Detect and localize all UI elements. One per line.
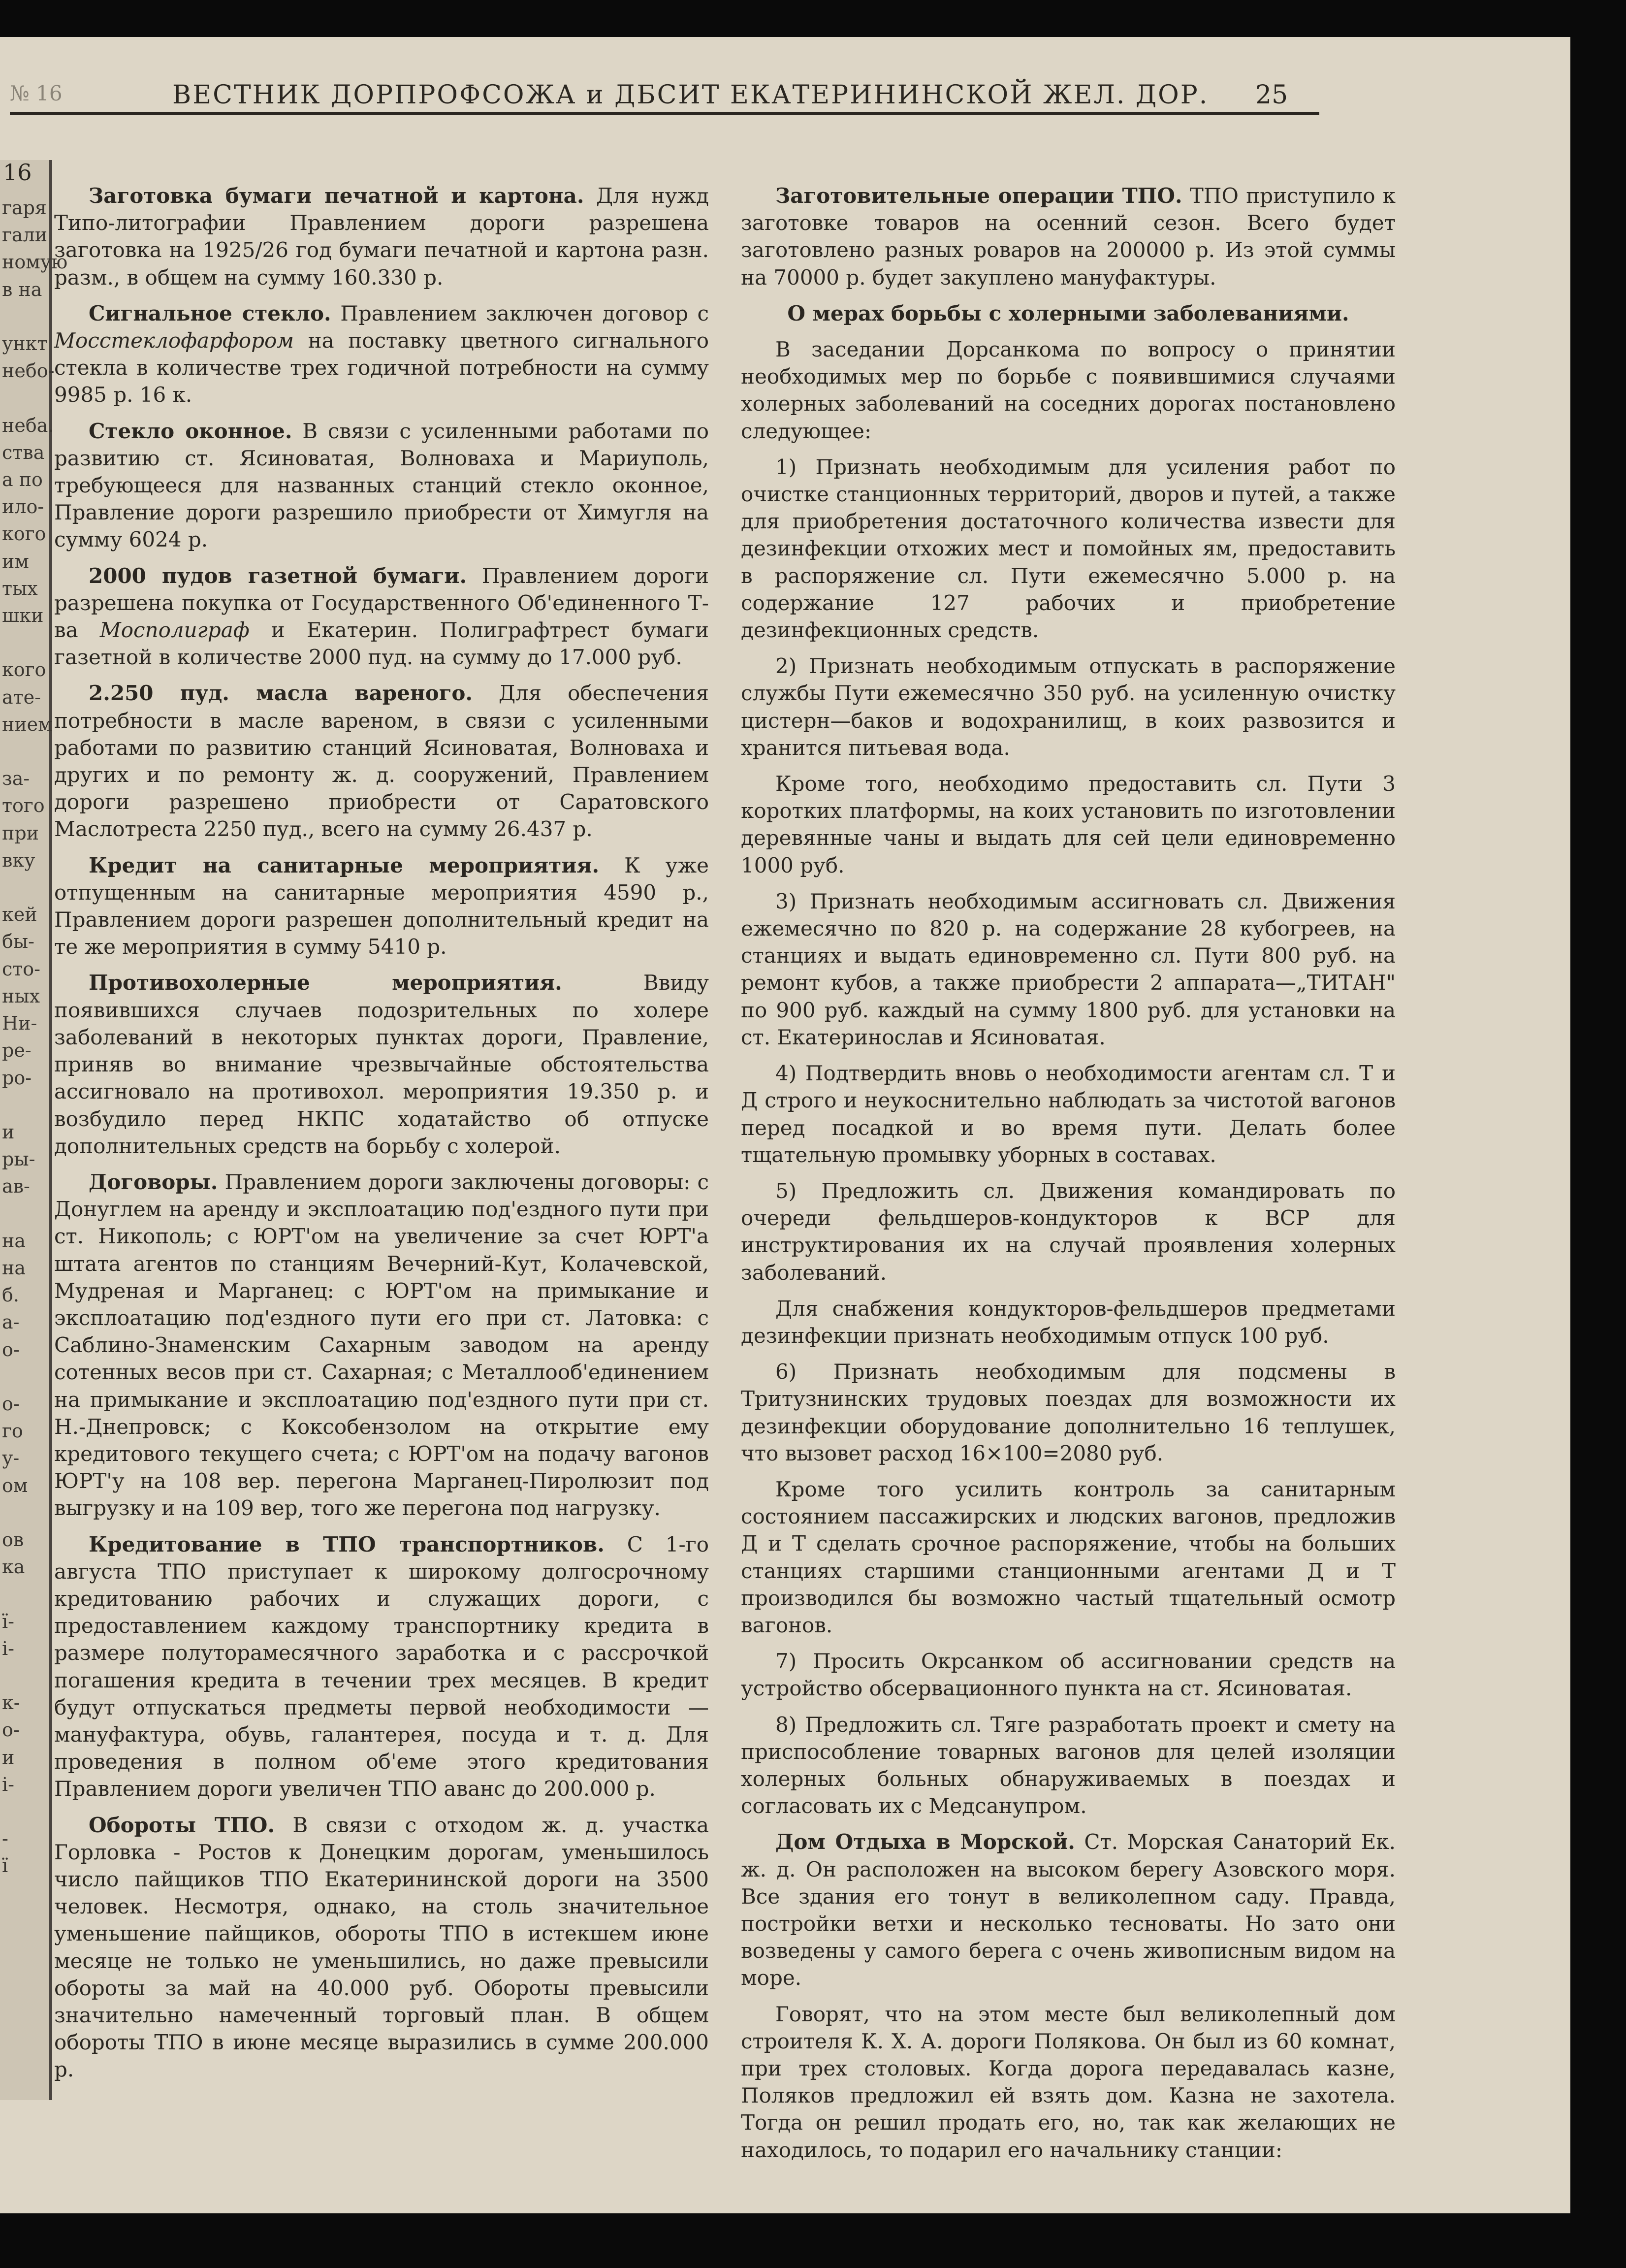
- adjacent-fragment: тых: [2, 577, 38, 599]
- left-column: [54, 182, 709, 2092]
- paragraph-heading: Договоры.: [89, 1169, 218, 1194]
- adjacent-fragment: того: [2, 795, 45, 817]
- paragraph-text: С 1-го августа ТПО приступает к широкому долгосрочному кредитованию рабочих и служащих дороги, с предоставлением каждому транспортнику кредита в размере полуторамесячного заработка и с рассрочкой погашения кредита в течении трех месяцев. В кредит будут отпускаться предметы первой необходимости — мануфактура, обувь, галантерея, посуда и т. д. Для проведения в полном об'еме этого кредитования Правлением дороги увеличен ТПО аванс до 200.000 р.: [54, 1532, 709, 1801]
- adjacent-fragment: ило-: [2, 496, 44, 518]
- paragraph: [54, 1812, 709, 2083]
- paragraph: [741, 770, 1396, 879]
- adjacent-fragment: а по: [2, 469, 43, 491]
- adjacent-fragment: гаря: [2, 197, 47, 219]
- paragraph-text: на поставку цветного сигнального стекла в количестве трех годичной потребности на сумму 9985 р. 16 к.: [54, 328, 709, 407]
- paragraph-text: Говорят, что на этом месте был великолепный дом строителя К. Х. А. дороги Полякова. Он был из 60 комнат, при трех столовых. Когда дорога передавалась казне, Поляков предложил ей взять дом. Казна не захотела. Тогда он решил продать его, но, так как желающих не находилось, то подарил его начальнику станции:: [741, 2002, 1396, 2162]
- adjacent-fragment: Ни-: [2, 1012, 37, 1035]
- paragraph-text: ТПО приступило к заготовке товаров на осенний сезон. Всего будет заготовлено разных роваров на 200000 р. Из этой суммы на 70000 р. будет закуплено мануфактуры.: [741, 184, 1396, 290]
- adjacent-fragment: ї-: [2, 1610, 14, 1632]
- adjacent-fragment: в на: [2, 278, 42, 300]
- adjacent-fragment: о-: [2, 1393, 20, 1415]
- paragraph: [54, 562, 709, 671]
- paragraph-text: Правлением дороги разрешена покупка от Государственного Об'единенного Т-ва: [54, 563, 709, 643]
- paragraph: [54, 969, 709, 1159]
- paragraph: [54, 418, 709, 553]
- adjacent-fragment: ате-: [2, 686, 41, 708]
- adjacent-fragment: ункт: [2, 333, 48, 355]
- paragraph-heading: Заготовительные операции ТПО.: [775, 184, 1182, 208]
- adjacent-fragment: ре-: [2, 1039, 32, 1062]
- paragraph-heading: Кредитование в ТПО транспортников.: [89, 1532, 605, 1556]
- paragraph-text: В связи с усиленными работами по развитию ст. Ясиноватая, Волноваха и Мариуполь, требующееся для названных станций стекло оконное, Правление дороги разрешило приобрести от Химугля на сумму 6024 р.: [54, 419, 709, 552]
- page-number: 25: [1255, 80, 1288, 110]
- paragraph-text: Правлением дороги заключены договоры: с Донуглем на аренду и эксплоатацию под'ездного пути при ст. Никополь; с ЮРТ'ом на увеличение за счет ЮРТ'а штата агентов по станциям Вечерний-Кут, Колачевской, Мудреная и Марганец: с ЮРТ'ом на примыкание и эксплоатацию под'ездного пути его при ст. Латовка: с Саблино-Знаменским Сахарным заводом на аренду сотенных весов при ст. Сахарная; с Металлооб'единением на примыкание и эксплоатацию под'ездного пути при ст. Н.-Днепровск; с Коксобензолом на открытие ему кредитового текущего счета; с ЮРТ'ом на подачу вагонов ЮРТ'у на 108 вер. перегона Марганец-Пиролюзит под выгрузку и на 109 вер, того же перегона под нагрузку.: [54, 1169, 709, 1521]
- paragraph-text: Для нужд Типо-литографии Правлением дороги разрешена заготовка на 1925/26 год бумаги печатной и картона разн. разм., в общем на сумму 160.330 р.: [54, 184, 709, 290]
- adjacent-fragment: ных: [2, 985, 40, 1007]
- paragraph-text: 5) Предложить сл. Движения командировать по очереди фельдшеров-кондукторов к ВСР для инструктирования их на случай проявления холерных заболеваний.: [741, 1178, 1396, 1285]
- adjacent-page-number: 16: [3, 159, 32, 186]
- page: [0, 37, 1570, 2213]
- adjacent-fragment: при: [2, 822, 39, 844]
- adjacent-fragment: за-: [2, 768, 30, 790]
- paragraph-heading: Противохолерные мероприятия.: [89, 971, 562, 995]
- paragraph: [741, 652, 1396, 761]
- paragraph: [54, 300, 709, 409]
- paragraph: [54, 1168, 709, 1522]
- paragraph: [741, 1358, 1396, 1467]
- paragraph: [741, 1060, 1396, 1168]
- paragraph-text: 8) Предложить сл. Тяге разработать проект и смету на приспособление товарных вагонов для целей изоляции холерных больных обнаруживаемых в поездах и согласовать их с Медсанупром.: [741, 1712, 1396, 1818]
- paragraph-heading: Сигнальное стекло.: [89, 301, 331, 325]
- paragraph: [741, 336, 1396, 445]
- paragraph-text: 6) Признать необходимым для подсмены в Тритузнинских трудовых поездах для возможности их дезинфекции оборудование дополнительно 16 теплушек, что вызовет расход 16×100=2080 руб.: [741, 1360, 1396, 1465]
- adjacent-fragment: і-: [2, 1773, 14, 1795]
- adjacent-fragment: і-: [2, 1637, 14, 1659]
- paragraph-text: 1) Признать необходимым для усиления работ по очистке станционных территорий, дворов и путей, а также для приобретения достаточного количества извести для дезинфекции отхожих мест и помойных ям, предоставить в распоряжение сл. Пути ежемесячно 5.000 р. на содержание 127 рабочих и приобретение дезинфекционных средств.: [741, 454, 1396, 643]
- paragraph: [741, 1648, 1396, 1702]
- adjacent-fragment: номую: [2, 251, 68, 273]
- adjacent-fragment: нием: [2, 713, 53, 735]
- paragraph-italic: Мосполиграф: [99, 618, 250, 643]
- adjacent-page-strip: [0, 159, 68, 2100]
- paragraph: [54, 680, 709, 842]
- adjacent-fragment: гали: [2, 224, 48, 246]
- paragraph-text: Для обеспечения потребности в масле вареном, в связи с усиленными работами по развитию станций Ясиноватая, Волноваха и других и по ремонту ж. д. сооружений, Правлением дороги разрешено приобрести от Саратовского Маслотреста 2250 пуд., всего на сумму 26.437 р.: [54, 681, 709, 842]
- issue-number: № 16: [10, 81, 63, 105]
- paragraph: [741, 1295, 1396, 1349]
- adjacent-fragment: к-: [2, 1692, 20, 1714]
- paragraph-text: К уже отпущенным на санитарные мероприятия 4590 р., Правлением дороги разрешен дополнительный кредит на те же мероприятия в сумму 5410 р.: [54, 853, 709, 959]
- adjacent-fragment: и: [2, 1746, 15, 1768]
- adjacent-fragment: кого: [2, 659, 46, 681]
- adjacent-fragment: вку: [2, 849, 35, 871]
- paragraph: [741, 1177, 1396, 1286]
- adjacent-fragment: о-: [2, 1719, 20, 1741]
- paragraph-text: Кроме того, необходимо предоставить сл. Пути 3 коротких платформы, на коих установить по изготовлении деревянные чаны и выдать для сей цели единовременно 1000 руб.: [741, 772, 1396, 877]
- adjacent-fragment: неба.: [2, 414, 54, 436]
- adjacent-fragment: ры-: [2, 1148, 35, 1170]
- paragraph: [741, 1711, 1396, 1820]
- paragraph-heading: Кредит на санитарные мероприятия.: [89, 853, 600, 877]
- adjacent-fragment: ка: [2, 1556, 25, 1578]
- adjacent-fragment: на: [2, 1257, 26, 1279]
- section-title-text: О мерах борьбы с холерными заболеваниями.: [787, 301, 1349, 325]
- paragraph: [741, 1476, 1396, 1639]
- paragraph-heading: Стекло оконное.: [89, 419, 292, 443]
- paragraph-text: В заседании Дорсанкома по вопросу о принятии необходимых мер по борьбе с появившимися случаями холерных заболеваний на соседних дорогах постановлено следующее:: [741, 337, 1396, 443]
- paragraph-text: Кроме того усилить контроль за санитарным состоянием пассажирских и людских вагонов, предложив Д и Т сделать срочное распоряжение, чтобы на больших станциях старшими станционными агентами Д и Т производился бы возможно частый тщательный осмотр вагонов.: [741, 1477, 1396, 1637]
- adjacent-fragment: а-: [2, 1311, 20, 1333]
- paragraph-text: 2) Признать необходимым отпускать в распоряжение службы Пути ежемесячно 350 руб. на усиленную очистку цистерн—баков и водохранилищ, в коих развозится и хранится питьевая вода.: [741, 654, 1396, 760]
- paragraph-italic: Мосстеклофарфором: [54, 328, 294, 353]
- paragraph: [741, 1828, 1396, 1991]
- adjacent-fragment: ро-: [2, 1067, 32, 1089]
- paragraph-heading: Обороты ТПО.: [89, 1813, 275, 1837]
- adjacent-fragment: шки: [2, 605, 44, 627]
- paragraph-text: 4) Подтвердить вновь о необходимости агентам сл. Т и Д строго и неукоснительно наблюдать за чистотой вагонов перед посадкой и во время пути. Делать более тщательную промывку уборных в составах.: [741, 1061, 1396, 1167]
- adjacent-fragment: у-: [2, 1447, 20, 1469]
- adjacent-fragment: небо-: [2, 360, 55, 382]
- adjacent-fragment: ї: [2, 1855, 8, 1877]
- paragraph-text: Правлением заключен договор с: [331, 301, 709, 325]
- adjacent-fragment: кей: [2, 904, 37, 926]
- paragraph: [54, 852, 709, 961]
- paragraph-text: Ст. Морская Санаторий Ек. ж. д. Он расположен на высоком берегу Азовского моря. Все здания его тонут в великолепном саду. Правда, постройки ветхи и несколько тесноваты. Но зато они возведены у самого берега с очень живописным видом на море.: [741, 1830, 1396, 1990]
- adjacent-fragment: им: [2, 550, 29, 572]
- paragraph: [741, 182, 1396, 291]
- adjacent-fragment: на: [2, 1230, 26, 1252]
- paragraph-text: Ввиду появившихся случаев подозрительных по холере заболеваний в некоторых пунктах дороги, Правление, приняв во внимание чрезвычайные обстоятельства ассигновало на противохол. мероприятия 19.350 р. и возбудило перед НКПС ходатайство об отпуске дополнительных средств на борьбу с холерой.: [54, 971, 709, 1158]
- paragraph-text: 3) Признать необходимым ассигновать сл. Движения ежемесячно по 820 р. на содержание 28 кубогреев, на станциях и выдать единовременно сл. Пути 800 руб. на ремонт кубов, а также приобрести 2 аппарата—„ТИТАН" по 900 руб. каждый на сумму 1800 руб. для установки на ст. Екатеринослав и Ясиноватая.: [741, 889, 1396, 1049]
- paragraph-text: Для снабжения кондукторов-фельдшеров предметами дезинфекции признать необходимым отпуск 100 руб.: [741, 1296, 1396, 1348]
- paragraph-text: В связи с отходом ж. д. участка Горловка - Ростов к Донецким дорогам, уменьшилось число пайщиков ТПО Екатерининской дороги на 3500 человек. Несмотря, однако, на столь значительное уменьшение пайщиков, обороты ТПО в истекшем июне месяце не только не уменьшились, но даже превысили обороты за май на 40.000 руб. Обороты превысили значительно намеченный торговый план. В общем обороты ТПО в июне месяце выразились в сумме 200.000 р.: [54, 1813, 709, 2082]
- paragraph-heading: Заготовка бумаги печатной и картона.: [89, 184, 584, 208]
- adjacent-fragment: сто-: [2, 958, 41, 980]
- right-column: [741, 182, 1396, 2172]
- paragraph: [741, 454, 1396, 644]
- paragraph-heading: 2000 пудов газетной бумаги.: [89, 563, 467, 588]
- adjacent-fragment: ов: [2, 1528, 24, 1551]
- adjacent-fragment: о-: [2, 1338, 20, 1361]
- adjacent-fragment: ства: [2, 441, 45, 463]
- adjacent-fragment: го: [2, 1420, 23, 1442]
- adjacent-fragment: б.: [2, 1284, 19, 1306]
- paragraph: [54, 1531, 709, 1803]
- header-rule: [10, 112, 1319, 115]
- adjacent-fragment: кого: [2, 523, 46, 545]
- paragraph-text: 7) Просить Окрсанком об ассигновании средств на устройство обсервационного пункта на ст. Ясиноватая.: [741, 1649, 1396, 1701]
- paragraph-text: и Екатерин. Полиграфтрест бумаги газетной в количестве 2000 пуд. на сумму до 17.000 руб.: [54, 618, 709, 670]
- adjacent-fragment: бы-: [2, 931, 34, 953]
- paragraph-heading: Дом Отдыха в Морской.: [775, 1830, 1075, 1854]
- adjacent-fragment: ав-: [2, 1175, 30, 1198]
- adjacent-fragment: и: [2, 1121, 15, 1143]
- journal-title: ВЕСТНИК ДОРПРОФСОЖА и ДБСИТ ЕКАТЕРИНИНСКОЙ ЖЕЛ. ДОР.: [172, 80, 1209, 110]
- paragraph: [54, 182, 709, 291]
- adjacent-fragment: -: [2, 1828, 8, 1850]
- paragraph: [741, 888, 1396, 1051]
- paragraph: [741, 2001, 1396, 2164]
- paragraph-heading: 2.250 пуд. масла вареного.: [89, 681, 473, 706]
- adjacent-fragment: ом: [2, 1474, 28, 1496]
- section-title: [741, 300, 1396, 327]
